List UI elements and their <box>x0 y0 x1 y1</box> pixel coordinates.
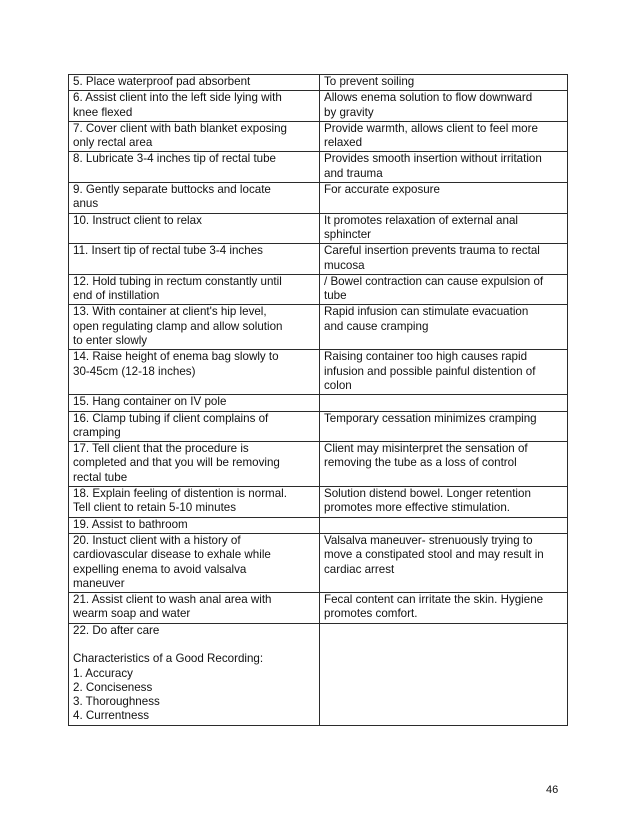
procedure-step: 7. Cover client with bath blanket exposing only rectal area <box>69 121 320 152</box>
table-row <box>69 274 568 305</box>
table-row <box>69 533 568 592</box>
table-row <box>69 442 568 487</box>
procedure-step: 15. Hang container on IV pole <box>69 395 320 411</box>
procedure-step: 18. Explain feeling of distention is normal. Tell client to retain 5-10 minutes <box>69 487 320 518</box>
procedure-step: 11. Insert tip of rectal tube 3-4 inches <box>69 244 320 275</box>
rationale: Provide warmth, allows client to feel more relaxed <box>320 121 568 152</box>
procedure-step: 21. Assist client to wash anal area with wearm soap and water <box>69 593 320 624</box>
procedure-step: 13. With container at client's hip level, open regulating clamp and allow solution to enter slowly <box>69 305 320 350</box>
rationale: To prevent soiling <box>320 75 568 91</box>
rationale <box>320 517 568 533</box>
rationale: Raising container too high causes rapid infusion and possible painful distention of colon <box>320 350 568 395</box>
procedure-step: 17. Tell client that the procedure is completed and that you will be removing rectal tube <box>69 442 320 487</box>
rationale: Client may misinterpret the sensation of removing the tube as a loss of control <box>320 442 568 487</box>
table-row <box>69 411 568 442</box>
rationale <box>320 623 568 725</box>
procedure-step: 10. Instruct client to relax <box>69 213 320 244</box>
procedure-table <box>68 74 568 726</box>
procedure-step: 5. Place waterproof pad absorbent <box>69 75 320 91</box>
rationale: Careful insertion prevents trauma to rectal mucosa <box>320 244 568 275</box>
table-row <box>69 350 568 395</box>
procedure-step: 8. Lubricate 3-4 inches tip of rectal tube <box>69 152 320 183</box>
procedure-step: 20. Instuct client with a history of cardiovascular disease to exhale while expelling enema to avoid valsalva maneuver <box>69 533 320 592</box>
table-row <box>69 152 568 183</box>
table-row <box>69 593 568 624</box>
procedure-step: 12. Hold tubing in rectum constantly until end of instillation <box>69 274 320 305</box>
rationale: Solution distend bowel. Longer retention promotes more effective stimulation. <box>320 487 568 518</box>
rationale: Provides smooth insertion without irritation and trauma <box>320 152 568 183</box>
table-row <box>69 517 568 533</box>
procedure-step: 14. Raise height of enema bag slowly to 30-45cm (12-18 inches) <box>69 350 320 395</box>
procedure-step: 16. Clamp tubing if client complains of cramping <box>69 411 320 442</box>
procedure-step: 6. Assist client into the left side lying with knee flexed <box>69 91 320 122</box>
page-number: 46 <box>546 784 559 796</box>
procedure-step: 22. Do after care Characteristics of a Good Recording: 1. Accuracy 2. Conciseness 3. Thoroughness 4. Currentness <box>69 623 320 725</box>
rationale: Temporary cessation minimizes cramping <box>320 411 568 442</box>
table-row <box>69 244 568 275</box>
table-row <box>69 75 568 91</box>
rationale: Valsalva maneuver- strenuously trying to move a constipated stool and may result in cardiac arrest <box>320 533 568 592</box>
table-row <box>69 487 568 518</box>
procedure-step: 19. Assist to bathroom <box>69 517 320 533</box>
table-row <box>69 395 568 411</box>
rationale: Allows enema solution to flow downward by gravity <box>320 91 568 122</box>
table-row <box>69 305 568 350</box>
procedure-table-body <box>69 75 568 726</box>
table-row <box>69 213 568 244</box>
rationale: Rapid infusion can stimulate evacuation and cause cramping <box>320 305 568 350</box>
table-row <box>69 91 568 122</box>
rationale: / Bowel contraction can cause expulsion of tube <box>320 274 568 305</box>
rationale: For accurate exposure <box>320 183 568 214</box>
rationale: Fecal content can irritate the skin. Hygiene promotes comfort. <box>320 593 568 624</box>
table-row <box>69 183 568 214</box>
table-row <box>69 121 568 152</box>
table-row <box>69 623 568 725</box>
procedure-step: 9. Gently separate buttocks and locate anus <box>69 183 320 214</box>
rationale <box>320 395 568 411</box>
rationale: It promotes relaxation of external anal sphincter <box>320 213 568 244</box>
